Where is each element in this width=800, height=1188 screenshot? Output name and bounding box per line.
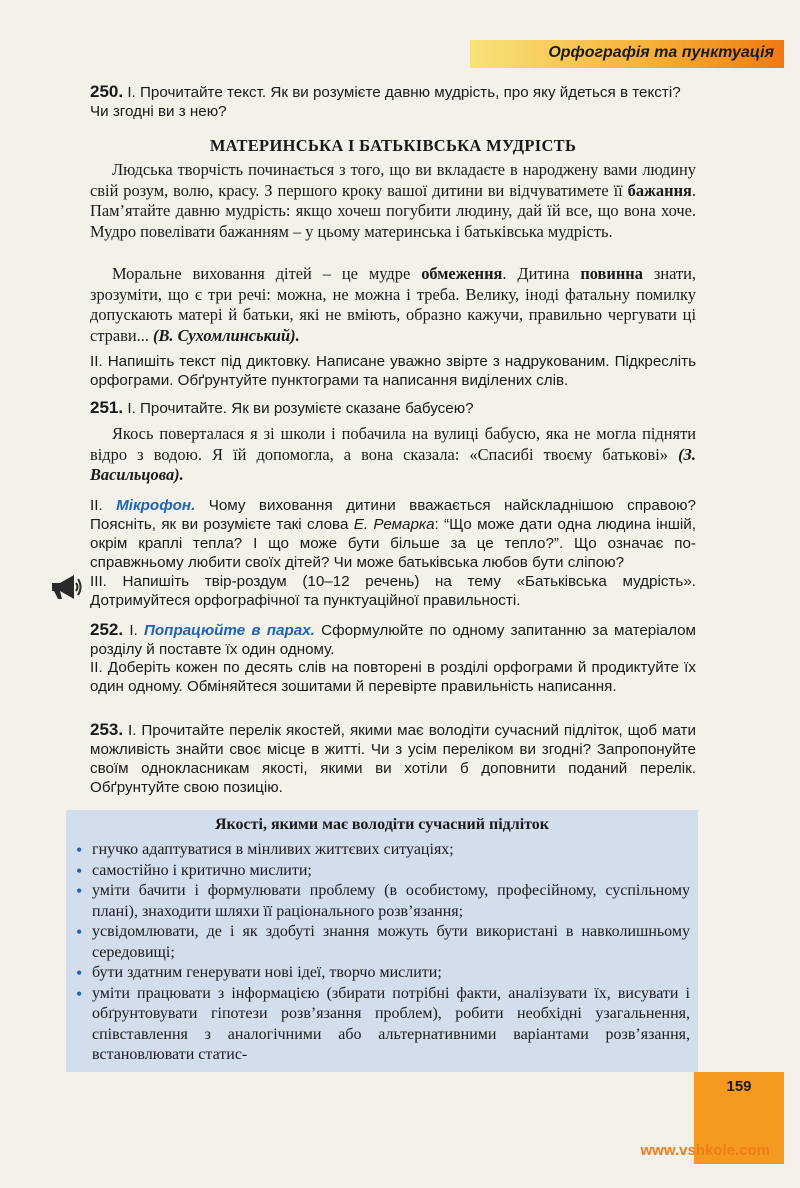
exercise-251-task: 251. І. Прочитайте. Як ви розумієте сказане бабусею? <box>90 398 474 417</box>
exercise-250-task <box>90 82 696 121</box>
list-item: • уміти бачити і формулювати проблему (в особистому, професійному, суспільному плані), знаходити шляхи її раціонального розв’язання; <box>74 881 690 922</box>
bold-word: повинна <box>580 264 643 283</box>
qualities-title: Якості, якими має володіти сучасний підліток <box>214 816 550 833</box>
exercise-number: 251. <box>90 398 124 417</box>
bold-word: обмеження <box>421 264 503 283</box>
exercise-253-task: 253. І. Прочитайте перелік якостей, якими має володіти сучасний підліток, щоб мати можливість знайти своє місце в житті. Чи з усім переліком ви згодні? Запропонуйте своїм однокласникам якості, якими ви хотіли б доповнити поданий перелік. Обґрунтуйте свою позицію. <box>90 720 696 796</box>
exercise-number: 253. <box>90 720 124 739</box>
page-number: 159 <box>726 1078 752 1095</box>
exercise-251-task-2: ІІ. Мікрофон. Чому виховання дитини вважається найскладнішою справою? Поясніть, як ви розумієте такі слова Е. Ремарка: “Що може дати одна людина іншій, окрім краплі тепла? І що може бути більше за це тепло?”. Що означає по-справжньому любити своїх дітей? Чи може батьківська любов бути сліпою? <box>90 497 697 571</box>
exercise-252-task-2: ІІ. Доберіть кожен по десять слів на повторені в розділі орфограми й продиктуйте їх один одному. Обміняйтеся зошитами й перевірте правильність написання. <box>90 659 696 695</box>
exercise-251-text: Якось поверталася я зі школи і побачила на вулиці бабусю, яка не могла підняти відро з водою. Я їй допомогла, а вона сказала: «Спасибі твоєму батькові» (З. Васильцова). <box>90 424 696 484</box>
author-citation: (В. Сухомлинський). <box>153 325 300 345</box>
exercise-number: 250. <box>90 82 124 101</box>
microphone-label: Мікрофон. <box>116 497 196 514</box>
megaphone-icon <box>48 573 84 601</box>
text-title: МАТЕРИНСЬКА І БАТЬКІВСЬКА МУДРІСТЬ <box>209 136 577 155</box>
author-citation: (З. Васильцова). <box>90 444 696 484</box>
task-text: І. Прочитайте текст. Як ви розумієте давню мудрість, про яку йдеться в тексті? Чи згодні ви з нею? <box>90 84 681 120</box>
author-name: Е. Ремарка <box>353 516 435 533</box>
paragraph-2: Моральне виховання дітей – це мудре обмеження. Дитина повинна знати, зрозуміти, що є три речі: можна, не можна і треба. Велику, іноді фатальну помилку допускають матері й батьки, які не вміють, образно кажучи, правильно чергувати ці страви... (В. Сухомлинський). <box>90 264 696 345</box>
list-item: • усвідомлювати, де і як здобуті знання можуть бути використані в навколишньому середовищі; <box>74 922 690 963</box>
exercise-252-task: 252. І. Попрацюйте в парах. Сформулюйте по одному запитанню за матеріалом розділу й поставте їх один одному. <box>90 620 696 658</box>
pair-work-label: Попрацюйте в парах. <box>143 622 315 639</box>
list-item: • бути здатним генерувати нові ідеї, творчо мислити; <box>74 963 690 984</box>
exercise-251-task-3: ІІІ. Напишіть твір-роздум (10–12 речень) на тему «Батьківська мудрість». Дотримуйтеся орфографічної та пунктуаційної правильності. <box>90 573 696 609</box>
section-header-bar <box>470 40 784 68</box>
qualities-box <box>66 810 698 1072</box>
list-item: • самостійно і критично мислити; <box>74 861 690 882</box>
exercise-number: 252. <box>90 620 124 639</box>
list-item: • уміти працювати з інформацією (збирати потрібні факти, аналізувати їх, висувати і обґрунтовувати гіпотези розв’язання проблем), робити необхідні узагальнення, співставлення з аналогічними або альтернативними варіантами розв’язання, встановлювати статис- <box>74 984 690 1066</box>
bold-word: бажання <box>627 180 692 200</box>
qualities-list <box>74 840 690 1066</box>
site-link[interactable]: www.vshkole.com <box>640 1142 770 1159</box>
paragraph-1: Людська творчість починається з того, що ви вкладаєте в народжену вами людину свій розум, волю, красу. З першого кроку вашої дитини ви відчуватимете її бажання. Пам’ятайте давню мудрість: якщо хочеш погубити людину, дай їй все, що вона хоче. Мудро повелівати бажанням – у цьому материнська і батьківська мудрість. <box>90 160 696 241</box>
section-title: Орфографія та пунктуація <box>548 44 774 61</box>
list-item: • гнучко адаптуватися в мінливих життєвих ситуаціях; <box>74 840 690 861</box>
exercise-250-task-2: ІІ. Напишіть текст під диктовку. Написане уважно звірте з надрукованим. Підкресліть орфограми. Обґрунтуйте пунктограми та написання виділених слів. <box>90 353 696 389</box>
